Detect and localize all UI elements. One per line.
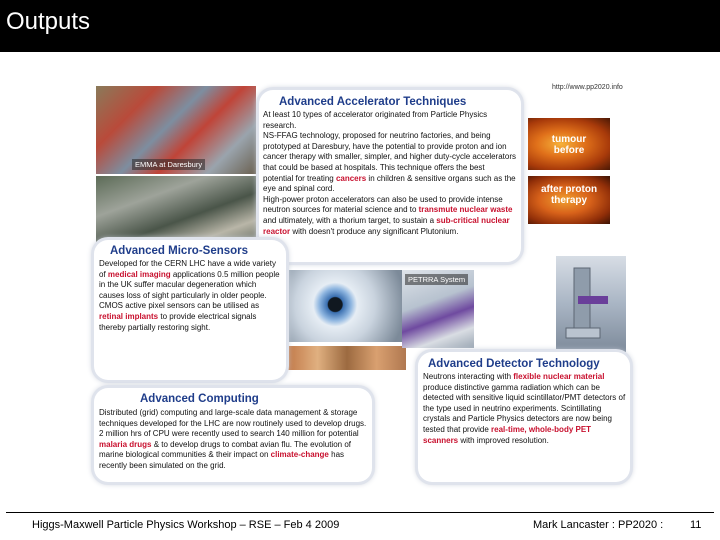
computing-heading: Advanced Computing (140, 393, 259, 405)
microchip-strip-image (288, 346, 406, 370)
sensors-text: Developed for the CERN LHC have a wide variety of medical imaging applications 0.5 million people in the UK suffer macular degeneration which causes loss of sight particularly in older people. CMOS active pixel sensors can be utilised as retinal implants to provide electrical signals thereby partially restoring sight. (99, 259, 280, 332)
page-number: 11 (690, 519, 702, 531)
accelerator-body (263, 110, 517, 237)
after-therapy-label: after proton therapy (540, 184, 598, 206)
emma-accelerator-photo (96, 86, 256, 174)
source-credit: http://www.pp2020.info (552, 84, 623, 91)
tumour-before-label: tumour before (551, 134, 587, 156)
detector-diagram (556, 256, 626, 352)
micro-sensors-panel (94, 240, 286, 380)
sensors-heading: Advanced Micro-Sensors (110, 245, 249, 257)
footer-left: Higgs-Maxwell Particle Physics Workshop – RSE – Feb 4 2009 (32, 519, 340, 531)
detector-diagram-svg (556, 256, 626, 352)
sensors-body (99, 259, 283, 333)
accelerator-heading: Advanced Accelerator Techniques (279, 96, 467, 108)
computing-panel (94, 388, 372, 482)
slide-title: Outputs (6, 8, 91, 35)
computing-text: Distributed (grid) computing and large-scale data management & storage techniques developed for the LHC are now routinely used to develop drugs. 2 million hrs of CPU were recently used to search 140 million for potential malaria drugs & to develop drugs to combat avian flu. The evolution of marine biological communities & their impact on climate-change has recently been simulated on the grid. (99, 408, 367, 470)
title-bar (0, 0, 720, 52)
accelerator-p3: High-power proton accelerators can also be used to provide intense neutron sources for material science and to transmute nuclear waste and ultimately, with a thorium target, to sustain a sub-critical nuclear reactor with doesn't produce any significant Plutonium. (263, 194, 513, 236)
accelerator-p1: At least 10 types of accelerator originated from Particle Physics research. (263, 110, 488, 130)
computing-body (99, 408, 371, 472)
footer-right: Mark Lancaster : PP2020 : (533, 519, 664, 531)
emma-label: EMMA at Daresbury (132, 159, 205, 170)
footer-divider (6, 512, 714, 513)
detector-panel (418, 352, 630, 482)
tumour-before-image (528, 118, 610, 170)
accelerator-panel (259, 90, 521, 262)
petrra-label: PETRRA System (405, 274, 468, 285)
detector-body (423, 372, 628, 446)
after-therapy-image (528, 176, 610, 224)
accelerator-p2: NS-FFAG technology, proposed for neutrino factories, and being prototyped at Daresbury, have the potential to provide proton and ion cancer therapy with smaller, simpler, and higher duty-cycle accelerators that could be based at hospitals. This technique offers the best potential for treating cancers in children & sensitive organs such as the eye and spinal cord. (263, 131, 516, 194)
eye-image (288, 270, 406, 342)
petrra-system-photo (402, 270, 474, 348)
detector-text: Neutrons interacting with flexible nuclear material produce distinctive gamma radiation which can be detected with sensitive liquid scintillator/PMT detectors of the type used in neutrino experiments. Scintillating crystals and Particle Physics detectors are now being tested that provide real-time, whole-body PET scanners with improved resolution. (423, 372, 626, 445)
detector-heading: Advanced Detector Technology (428, 358, 600, 370)
